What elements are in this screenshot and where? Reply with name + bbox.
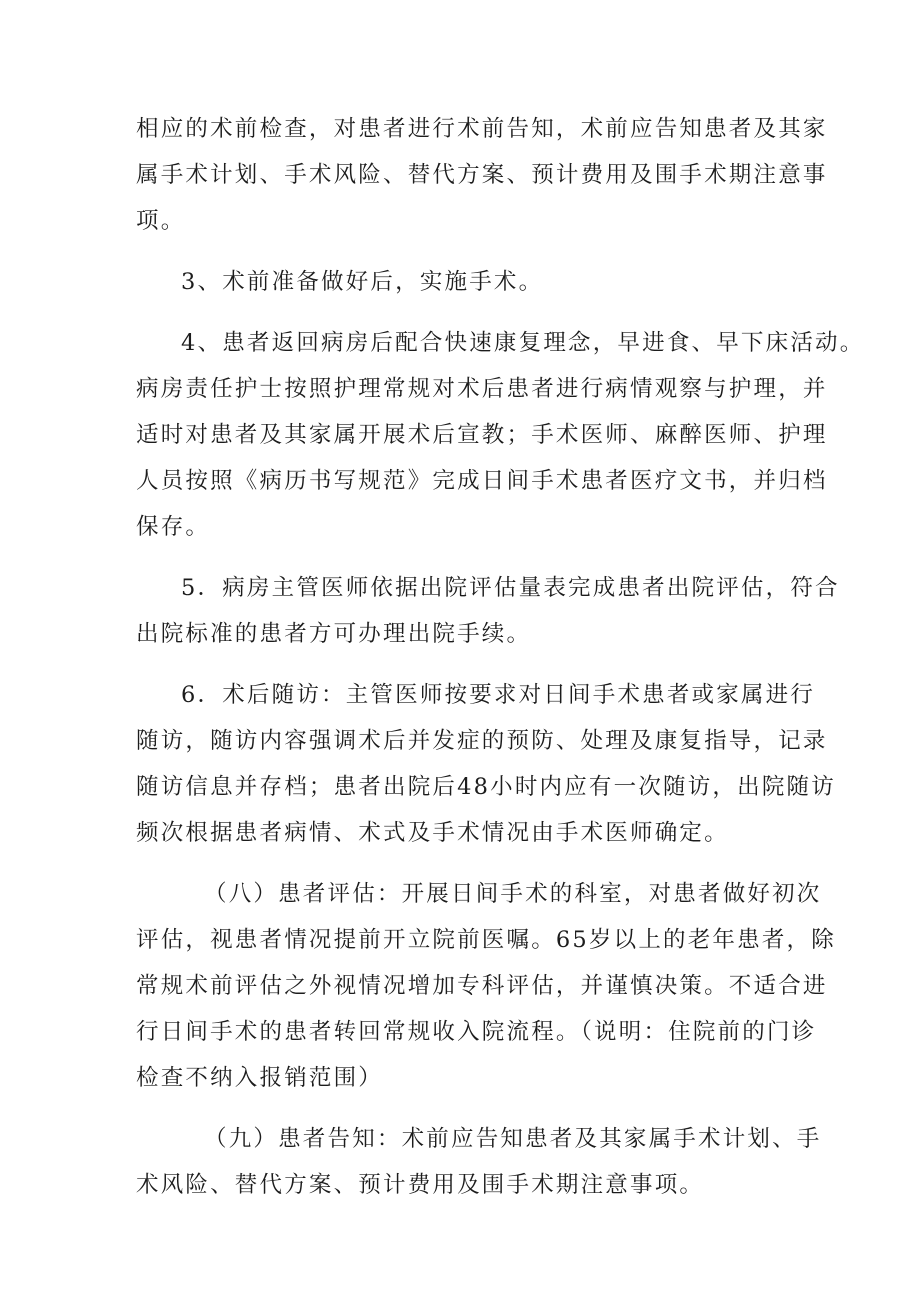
text-line: 属手术计划、手术风险、替代方案、预计费用及围手术期注意事 <box>136 162 828 188</box>
text-line: 3、术前准备做好后，实施手术。 <box>181 269 544 295</box>
text-line: 出院标准的患者方可办理出院手续。 <box>136 621 532 647</box>
text-line: 随访，随访内容强调术后并发症的预防、处理及康复指导，记录 <box>136 728 828 754</box>
text-line: 5．病房主管医师依据出院评估量表完成患者出院评估，符合 <box>181 575 840 601</box>
paragraph-preop-notice-continued <box>136 106 828 244</box>
text-line: （八）患者评估：开展日间手术的科室，对患者做好初次 <box>204 881 822 907</box>
text-line: 保存。 <box>136 514 211 540</box>
text-line: 术风险、替代方案、预计费用及围手术期注意事项。 <box>136 1172 705 1198</box>
paragraph-item-4 <box>136 320 865 550</box>
text-line: （九）患者告知：术前应告知患者及其家属手术计划、手 <box>204 1126 822 1152</box>
text-line: 相应的术前检查，对患者进行术前告知，术前应告知患者及其家 <box>136 116 828 142</box>
text-line: 病房责任护士按照护理常规对术后患者进行病情观察与护理，并 <box>136 376 828 402</box>
text-line: 检查不纳入报销范围） <box>136 1065 384 1091</box>
paragraph-section-9 <box>136 1116 822 1208</box>
text-line: 频次根据患者病情、术式及手术情况由手术医师确定。 <box>136 820 729 846</box>
text-line: 项。 <box>136 208 186 234</box>
text-line: 随访信息并存档；患者出院后48小时内应有一次随访，出院随访 <box>136 774 836 800</box>
paragraph-item-3 <box>136 259 788 305</box>
text-line: 评估，视患者情况提前开立院前医嘱。65岁以上的老年患者，除 <box>136 927 836 953</box>
text-line: 4、患者返回病房后配合快速康复理念，早进食、早下床活动。 <box>181 330 865 356</box>
text-line: 行日间手术的患者转回常规收入院流程。（说明：住院前的门诊 <box>136 1019 817 1045</box>
text-line: 6．术后随访：主管医师按要求对日间手术患者或家属进行 <box>181 682 816 708</box>
paragraph-section-8 <box>136 871 836 1101</box>
text-line: 常规术前评估之外视情况增加专科评估，并谨慎决策。不适合进 <box>136 973 828 999</box>
text-line: 人员按照《病历书写规范》完成日间手术患者医疗文书，并归档 <box>136 468 828 494</box>
paragraph-item-5 <box>136 565 840 657</box>
paragraph-item-6 <box>136 672 836 856</box>
text-line: 适时对患者及其家属开展术后宣教；手术医师、麻醉医师、护理 <box>136 422 828 448</box>
document-body <box>136 106 865 1208</box>
